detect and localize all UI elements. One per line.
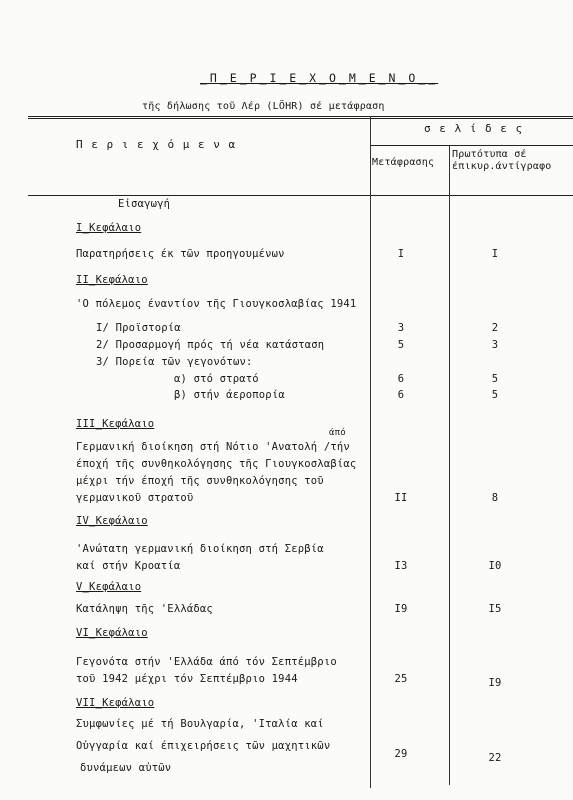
original-column-header-line2: έπικυρ.άντίγραφο bbox=[452, 161, 552, 172]
chapter-3-heading: ΙΙΙ_Κεφάλαιο bbox=[76, 418, 155, 430]
chapter-3-line-1: Γερμανική διοίκηση στή Νότιο 'Ανατολή /τήν bbox=[76, 441, 350, 453]
chapter-7-heading: VII_Κεφάλαιο bbox=[76, 697, 155, 709]
table-top-rule-2 bbox=[28, 118, 573, 119]
chapter-7-line-3: δυνάμεων αὐτῶν bbox=[80, 762, 172, 774]
table-top-rule bbox=[28, 116, 573, 117]
chapter-5-heading: V_Κεφάλαιο bbox=[76, 581, 142, 593]
chapter-2-section-3b: β) στήν άεροπορία bbox=[174, 389, 285, 401]
chapter-3-line-3: μέχρι τήν έποχή τῆς συνθηκολόγησης τοῦ bbox=[76, 475, 324, 487]
chapter-3-page-translation: II bbox=[394, 492, 408, 504]
chapter-5-item: Κατάληψη τῆς 'Ελλάδας bbox=[76, 603, 213, 615]
chapter-2-section-3b-page-original: 5 bbox=[491, 389, 499, 401]
intro-entry: Εἰσαγωγή bbox=[118, 198, 171, 210]
chapter-2-title: 'Ο πόλεμος έναντίον τῆς Γιουγκοσλαβίας 1941 bbox=[76, 298, 357, 310]
translation-column-header: Μετάφρασης bbox=[372, 157, 435, 168]
chapter-7-line-1: Συμφωνίες μέ τή Βουλγαρία, 'Ιταλία καί bbox=[76, 718, 324, 730]
chapter-2-section-3a-page-translation: 6 bbox=[397, 373, 405, 385]
contents-header: Π ε ρ ι ε χ ό μ ε ν α bbox=[76, 138, 237, 151]
pages-subheader-rule bbox=[370, 145, 573, 146]
chapter-7-line-2: Οὐγγαρία καί έπιχειρήσεις τῶν μαχητικῶν bbox=[76, 740, 331, 752]
chapter-1-heading: Ι_Κεφάλαιο bbox=[76, 222, 142, 234]
chapter-6-page-original: I9 bbox=[488, 677, 502, 689]
chapter-7-page-original: 22 bbox=[488, 752, 502, 764]
page-subtitle: τῆς δήλωσης τοῦ Λέρ (LÖHR) σέ μετάφραση bbox=[142, 101, 385, 112]
pages-header: σ ε λ ί δ ε ς bbox=[424, 122, 524, 135]
chapter-4-heading: ΙV_Κεφάλαιο bbox=[76, 515, 148, 527]
page-title: _Π_Ε_Ρ_Ι_Ε_Χ_Ο_Μ_Ε_Ν_Ο__ bbox=[200, 71, 439, 85]
original-column-header-line1: Πρωτότυπα σέ bbox=[452, 149, 527, 160]
chapter-4-line-2: καί στήν Κροατία bbox=[76, 560, 181, 572]
chapter-6-page-translation: 25 bbox=[394, 673, 408, 685]
chapter-2-section-3a-page-original: 5 bbox=[491, 373, 499, 385]
chapter-2-section-3: 3/ Πορεία τῶν γεγονότων: bbox=[96, 356, 253, 368]
chapter-6-line-1: Γεγονότα στήν 'Ελλάδα άπό τόν Σεπτέμβριο bbox=[76, 656, 337, 668]
chapter-2-section-3b-page-translation: 6 bbox=[397, 389, 405, 401]
chapter-2-section-1-page-original: 2 bbox=[491, 322, 499, 334]
chapter-1-page-original: I bbox=[491, 248, 499, 260]
table-header-rule bbox=[28, 195, 573, 196]
chapter-7-page-translation: 29 bbox=[394, 748, 408, 760]
chapter-2-heading: ΙΙ_Κεφάλαιο bbox=[76, 274, 148, 286]
chapter-3-line-2: έποχή τῆς συνθηκολόγησης τῆς Γιουγκοσλαβίας bbox=[76, 458, 357, 470]
chapter-1-item: Παρατηρήσεις έκ τῶν προηγουμένων bbox=[76, 248, 285, 260]
chapter-2-section-1-page-translation: 3 bbox=[397, 322, 405, 334]
chapter-3-line-4: γερμανικοῦ στρατοῦ bbox=[76, 492, 194, 504]
column-divider-1 bbox=[370, 116, 371, 788]
chapter-4-page-translation: I3 bbox=[394, 560, 408, 572]
chapter-5-page-translation: I9 bbox=[394, 603, 408, 615]
chapter-5-page-original: I5 bbox=[488, 603, 502, 615]
chapter-6-line-2: τοῦ 1942 μέχρι τόν Σεπτέμβριο 1944 bbox=[76, 673, 298, 685]
chapter-2-section-2-page-original: 3 bbox=[491, 339, 499, 351]
chapter-6-heading: VI_Κεφάλαιο bbox=[76, 627, 148, 639]
chapter-1-page-translation: I bbox=[397, 248, 405, 260]
chapter-4-line-1: 'Ανώτατη γερμανική διοίκηση στή Σερβία bbox=[76, 543, 324, 555]
chapter-3-insertion: άπό bbox=[329, 428, 346, 438]
chapter-2-section-1: Ι/ Προϊστορία bbox=[96, 322, 181, 334]
chapter-2-section-3a: α) στό στρατό bbox=[174, 373, 259, 385]
column-divider-2 bbox=[449, 145, 450, 785]
chapter-3-page-original: 8 bbox=[491, 492, 499, 504]
chapter-2-section-2: 2/ Προσαρμογή πρός τή νέα κατάσταση bbox=[96, 339, 325, 351]
chapter-2-section-2-page-translation: 5 bbox=[397, 339, 405, 351]
chapter-4-page-original: I0 bbox=[488, 560, 502, 572]
